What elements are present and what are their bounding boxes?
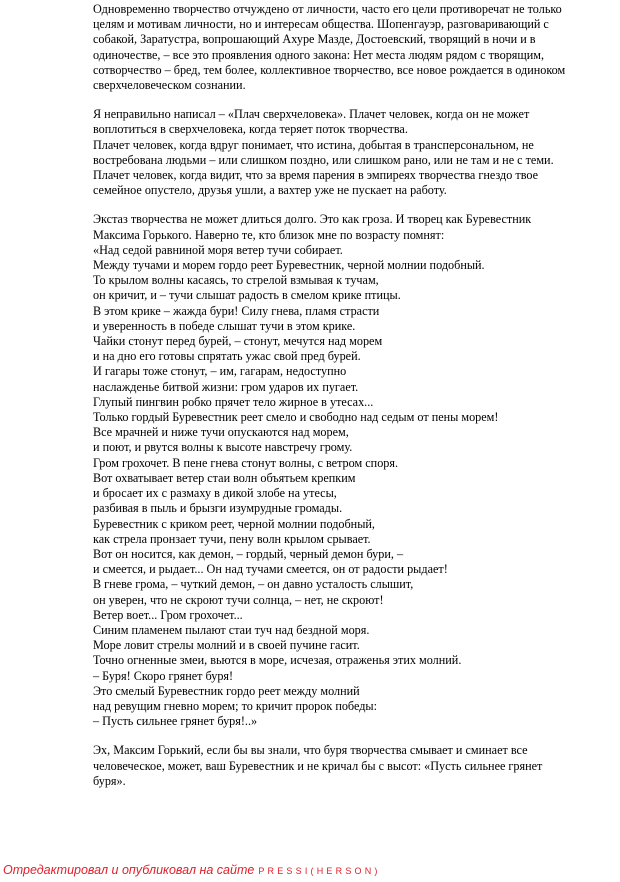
text-line: Ветер воет... Гром грохочет... [93,607,243,622]
text-line: Гром грохочет. В пене гнева стонут волны, с ветром споря. [93,455,399,470]
text-line: В этом крике – жажда бури! Силу гнева, пламя страсти [93,303,380,318]
text-line: целям и мотивам личности, но и интересам общества. Шопенгауэр, разговаривающий с [93,17,549,32]
footer-text: Отредактировал и опубликовал на сайте [3,863,255,877]
text-line: семейное опустело, друзья ушли, а вахтер уже не пускает на работу. [93,183,447,198]
text-line: Я неправильно написал – «Плач сверхчеловека». Плачет человек, когда он не может [93,107,530,122]
text-line: он кричит, и – тучи слышат радость в смелом крике птицы. [93,288,401,303]
text-line: Это смелый Буревестник гордо реет между молний [93,683,360,698]
text-line: сотворчество – бред, тем более, коллективное творчество, все новое рождается в одиноком [93,62,566,77]
paragraph [93,212,613,729]
text-line: и смеется, и рыдает... Он над тучами смеется, он от радости рыдает! [93,562,448,577]
text-line: собакой, Заратустра, вопрошающий Ахуре Мазде, Достоевский, творящий в ночи и в [93,32,536,47]
text-line: Море ловит стрелы молний и в своей пучине гасит. [93,638,360,653]
text-line: Вот охватывает ветер стаи волн объятьем крепким [93,470,356,485]
text-line: Все мрачней и ниже тучи опускаются над морем, [93,425,349,440]
paragraph-gap [93,93,613,107]
text-line: наслажденье битвой жизни: гром ударов их пугает. [93,379,359,394]
text-line: как стрела пронзает тучи, пену волн крылом срывает. [93,531,371,546]
paragraph [93,743,613,789]
text-line: – Пусть сильнее грянет буря!..» [93,714,258,729]
text-line: разбивая в пыль и брызги изумрудные громады. [93,501,343,516]
text-line: над ревущим гневно морем; то кричит пророк победы: [93,698,377,713]
text-line: Чайки стонут перед бурей, – стонут, мечутся над морем [93,334,383,349]
text-line: Экстаз творчества не может длиться долго. Это как гроза. И творец как Буревестник [93,212,532,227]
text-line: одиночестве, – все это проявления одного закона: Нет места людям рядом с творящим, [93,47,545,62]
paragraph [93,107,613,198]
text-line: – Буря! Скоро грянет буря! [93,668,234,683]
text-line: Синим пламенем пылают стаи туч над бездной моря. [93,622,370,637]
text-line: И гагары тоже стонут, – им, гагарам, недоступно [93,364,347,379]
footer-site-name[interactable]: PRESSI(HERSON) [258,866,381,876]
paragraph-gap [93,198,613,212]
text-line: Точно огненные змеи, вьются в море, исчезая, отраженья этих молний. [93,653,462,668]
text-line: Эх, Максим Горький, если бы вы знали, что буря творчества смывает и сминает все [93,743,528,758]
paragraph [93,2,613,93]
document-body [93,2,613,789]
text-line: и поют, и рвутся волны к высоте навстречу грому. [93,440,353,455]
text-line: Плачет человек, когда видит, что за время парения в эмпиреях творчества гнездо твое [93,168,539,183]
text-line: Буревестник с криком реет, черной молнии подобный, [93,516,375,531]
text-line: он уверен, что не скроют тучи солнца, – нет, не скроют! [93,592,384,607]
text-line: и на дно его готовы спрятать ужас свой пред бурей. [93,349,361,364]
text-line: и уверенность в победе слышат тучи в этом крике. [93,318,356,333]
text-line: буря». [93,773,126,788]
paragraph-gap [93,729,613,743]
text-line: Одновременно творчество отчуждено от личности, часто его цели противоречат не только [93,2,562,16]
text-line: и бросает их с размаху в дикой злобе на утесы, [93,486,337,501]
text-line: сверхчеловеческом сознании. [93,78,246,93]
text-line: Вот он носится, как демон, – гордый, черный демон бури, – [93,546,404,561]
footer-credit [3,863,603,877]
text-line: воплотиться в сверхчеловека, когда теряет поток творчества. [93,122,408,137]
text-line: Только гордый Буревестник реет смело и свободно над седым от пены морем! [93,410,499,425]
text-line: То крылом волны касаясь, то стрелой взмывая к тучам, [93,273,379,288]
text-line: Максима Горького. Наверно те, кто близок мне по возрасту помнят: [93,227,445,242]
text-line: Плачет человек, когда вдруг понимает, что истина, добытая в трансперсональном, не [93,137,534,152]
text-line: Глупый пингвин робко прячет тело жирное в утесах... [93,394,374,409]
text-line: человеческое, может, ваш Буревестник и не кричал бы с высот: «Пусть сильнее грянет [93,758,543,773]
text-line: «Над седой равниной моря ветер тучи собирает. [93,242,343,257]
text-line: В гневе грома, – чуткий демон, – он давно усталость слышит, [93,577,414,592]
text-line: Между тучами и морем гордо реет Буревестник, черной молнии подобный. [93,258,485,273]
text-line: востребована людьми – или слишком поздно, или слишком рано, или не там и не с теми. [93,152,554,167]
